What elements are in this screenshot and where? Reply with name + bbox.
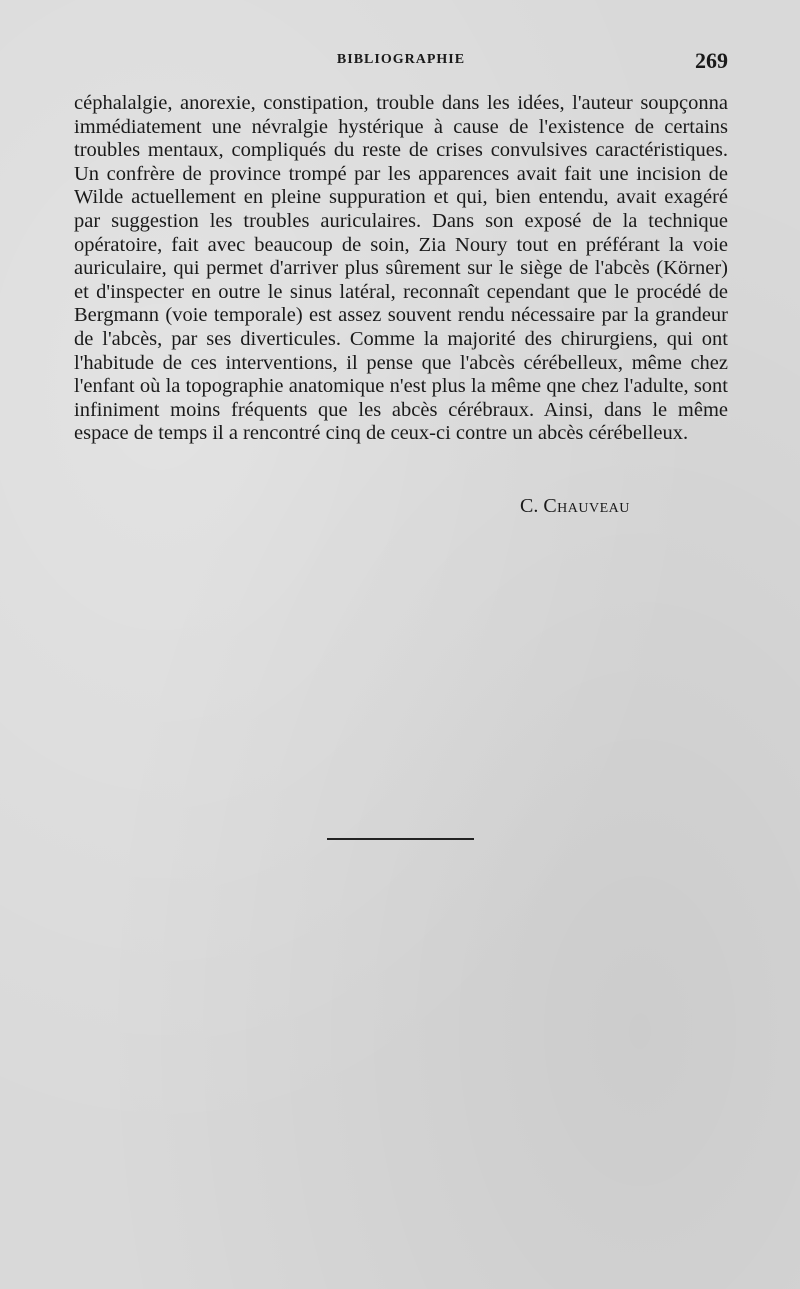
author-initial: C. <box>520 495 539 517</box>
page-number: 269 <box>695 48 728 73</box>
author-signature <box>520 495 630 518</box>
section-end-rule <box>327 838 474 840</box>
body-paragraph: céphalalgie, anorexie, constipation, trouble dans les idées, l'auteur soupçonna immédiatement une névralgie hystérique à cause de l'existence de certains troubles mentaux, compliqués du reste de crises convulsives caractéristiques. Un confrère de province trompé par les apparences avait fait une incision de Wilde actuellement en pleine suppuration et qui, bien entendu, avait exagéré par suggestion les troubles auriculaires. Dans son exposé de la technique opératoire, fait avec beaucoup de soin, Zia Noury tout en préférant la voie auriculaire, qui permet d'arriver plus sûrement sur le siège de l'abcès (Körner) et d'inspecter en outre le sinus latéral, reconnaît cependant que le procédé de Bergmann (voie temporale) est assez souvent rendu nécessaire par la grandeur de l'abcès, par ses diverticules. Comme la majorité des chirurgiens, qui ont l'habitude de ces interventions, il pense que l'abcès cérébelleux, même chez l'enfant où la topographie anatomique n'est plus la même qne chez l'adulte, sont infiniment moins fréquents que les abcès cérébraux. Ainsi, dans le même espace de temps il a rencontré cinq de ceux-ci contre un abcès cérébelleux. <box>74 92 728 445</box>
author-name: Chauveau <box>543 495 630 517</box>
running-header <box>74 48 728 74</box>
running-title: BIBLIOGRAPHIE <box>336 52 466 67</box>
